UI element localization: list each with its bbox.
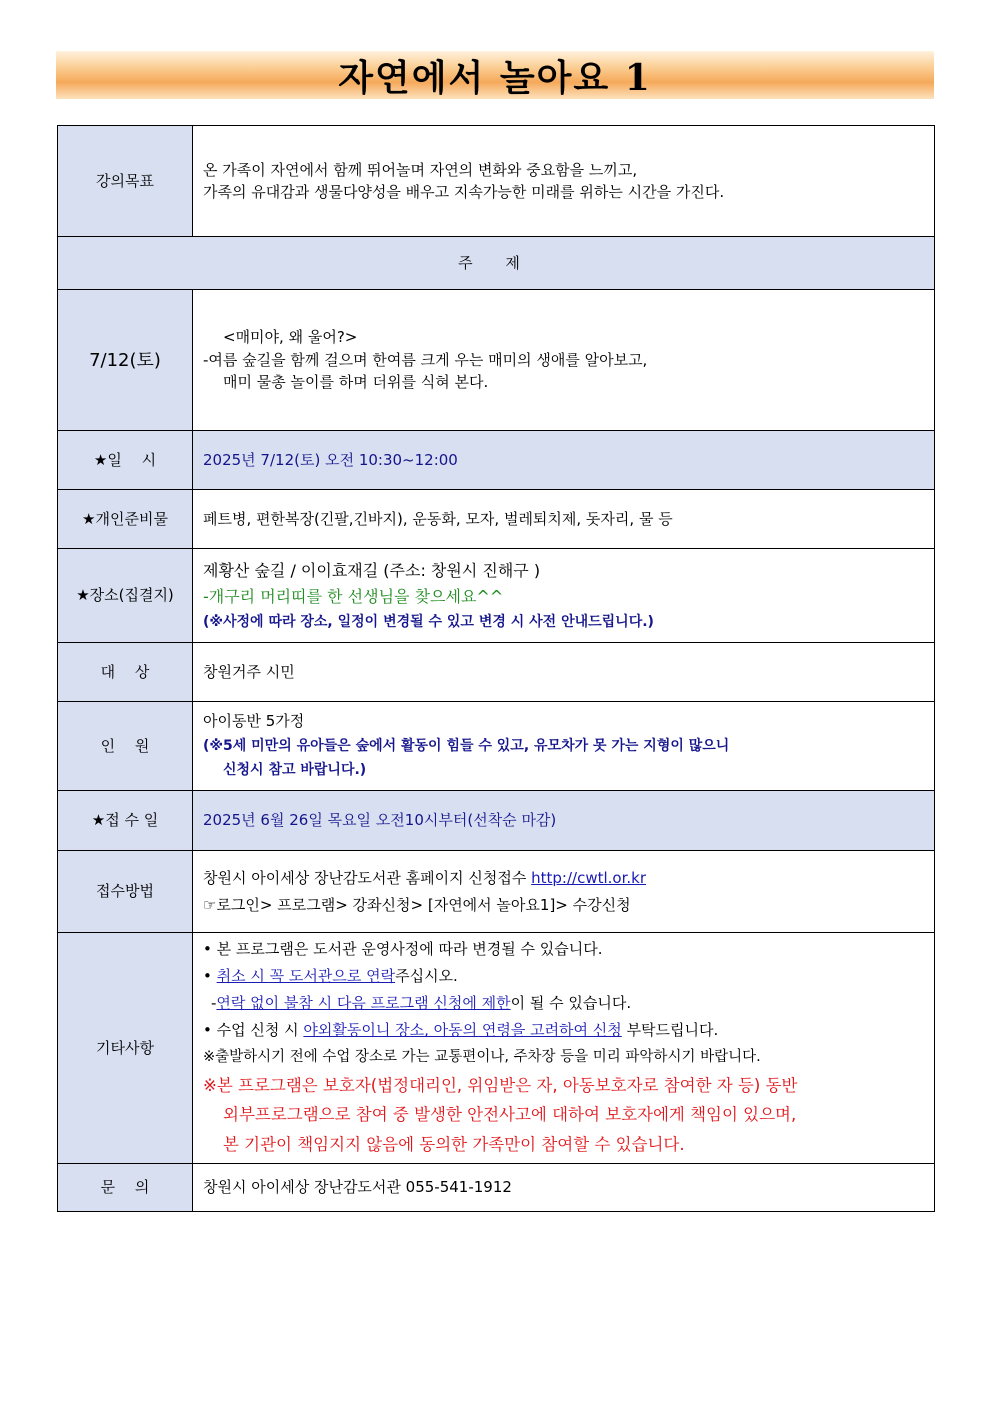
session-date: 7/12(토): [58, 290, 193, 431]
method-value: [193, 851, 935, 933]
theme-header-row: [58, 237, 935, 290]
goal-line-2: 가족의 유대감과 생물다양성을 배우고 지속가능한 미래를 위하는 시간을 가진다.: [203, 183, 725, 201]
theme-header: 주 제: [58, 237, 935, 290]
homepage-link[interactable]: http://cwtl.or.kr: [531, 869, 647, 888]
supplies-row: [58, 490, 935, 549]
target-value: 창원거주 시민: [193, 643, 935, 702]
session-desc-1: -여름 숲길을 함께 걸으며 한여름 크게 우는 매미의 생애를 알아보고,: [203, 350, 648, 369]
place-line-1: 제황산 숲길 / 이이효재길 (주소: 창원시 진해구 ): [203, 560, 541, 580]
method-line-1: [203, 865, 924, 891]
schedule-value: 2025년 7/12(토) 오전 10:30~12:00: [193, 431, 935, 490]
note-2: [203, 963, 932, 990]
contact-label: 문 의: [58, 1164, 193, 1212]
method-row: [58, 851, 935, 933]
note-7: 외부프로그램으로 참여 중 발생한 안전사고에 대하여 보호자에게 책임이 있으며,: [223, 1105, 797, 1125]
note-3-dash: -: [211, 994, 217, 1013]
capacity-line-3: 신청시 참고 바랍니다.): [223, 761, 367, 778]
goal-label: 강의목표: [58, 126, 193, 237]
method-label: 접수방법: [58, 851, 193, 933]
contact-row: [58, 1164, 935, 1212]
note-3-rest: 이 될 수 있습니다.: [510, 994, 632, 1013]
session-row: [58, 290, 935, 431]
place-line-3: (※사정에 따라 장소, 일정이 변경될 수 있고 변경 시 사전 안내드립니다.): [203, 613, 654, 630]
note-3-emphasis: 연락 없이 불참 시 다음 프로그램 신청에 제한: [216, 994, 511, 1013]
goal-row: [58, 126, 935, 237]
session-subtitle: <매미야, 왜 울어?>: [223, 328, 358, 347]
contact-value: 창원시 아이세상 장난감도서관 055-541-1912: [193, 1164, 935, 1212]
capacity-line-2: (※5세 미만의 유아들은 숲에서 활동이 힘들 수 있고, 유모차가 못 가는 지형이 많으니: [203, 737, 730, 754]
note-2-rest: 주십시오.: [395, 967, 458, 986]
registration-value: 2025년 6월 26일 목요일 오전10시부터(선착순 마감): [193, 791, 935, 851]
goal-value: [193, 126, 935, 237]
notes-label: 기타사항: [58, 933, 193, 1164]
schedule-row: [58, 431, 935, 490]
note-4-rest: 부탁드립니다.: [621, 1021, 719, 1040]
note-3: [203, 990, 932, 1017]
registration-row: [58, 791, 935, 851]
capacity-label: 인 원: [58, 702, 193, 791]
method-line-2: ☞로그인> 프로그램> 강좌신청> [자연에서 놀아요1]> 수강신청: [203, 895, 631, 914]
note-2-bullet: •: [203, 967, 217, 986]
goal-line-1: 온 가족이 자연에서 함께 뛰어놀며 자연의 변화와 중요함을 느끼고,: [203, 160, 638, 179]
note-6: ※본 프로그램은 보호자(법정대리인, 위임받은 자, 아동보호자로 참여한 자 등) 동반: [203, 1075, 798, 1095]
page-title: 자연에서 놀아요 1: [338, 56, 652, 99]
registration-label: ★접 수 일: [58, 791, 193, 851]
note-4: [203, 1017, 932, 1044]
place-line-2: -개구리 머리띠를 한 선생님을 찾으세요^^: [203, 587, 504, 607]
notes-value: [193, 933, 935, 1164]
target-label: 대 상: [58, 643, 193, 702]
note-5: ※출발하시기 전에 수업 장소로 가는 교통편이나, 주차장 등을 미리 파악하시기 바랍니다.: [203, 1049, 761, 1066]
method-text: 창원시 아이세상 장난감도서관 홈페이지 신청접수: [203, 869, 532, 888]
place-value: [193, 549, 935, 643]
program-info-table: [57, 125, 935, 1212]
place-row: [58, 549, 935, 643]
note-1: • 본 프로그램은 도서관 운영사정에 따라 변경될 수 있습니다.: [203, 940, 603, 959]
note-4-pre: • 수업 신청 시: [203, 1021, 304, 1040]
note-4-emphasis: 야외활동이니 장소, 아동의 연령을 고려하여 신청: [303, 1021, 622, 1040]
note-2-emphasis: 취소 시 꼭 도서관으로 연락: [216, 967, 396, 986]
supplies-value: 페트병, 편한복장(긴팔,긴바지), 운동화, 모자, 벌레퇴치제, 돗자리, 물 등: [193, 490, 935, 549]
target-row: [58, 643, 935, 702]
title-banner: [56, 51, 934, 99]
supplies-label: ★개인준비물: [58, 490, 193, 549]
capacity-value: [193, 702, 935, 791]
capacity-line-1: 아이동반 5가정: [203, 712, 305, 731]
session-desc-2: 매미 물총 놀이를 하며 더위를 식혀 본다.: [223, 373, 489, 392]
place-label: ★장소(집결지): [58, 549, 193, 643]
capacity-row: [58, 702, 935, 791]
note-8: 본 기관이 책임지지 않음에 동의한 가족만이 참여할 수 있습니다.: [223, 1134, 685, 1154]
notes-row: [58, 933, 935, 1164]
session-description: [193, 290, 935, 431]
schedule-label: ★일 시: [58, 431, 193, 490]
